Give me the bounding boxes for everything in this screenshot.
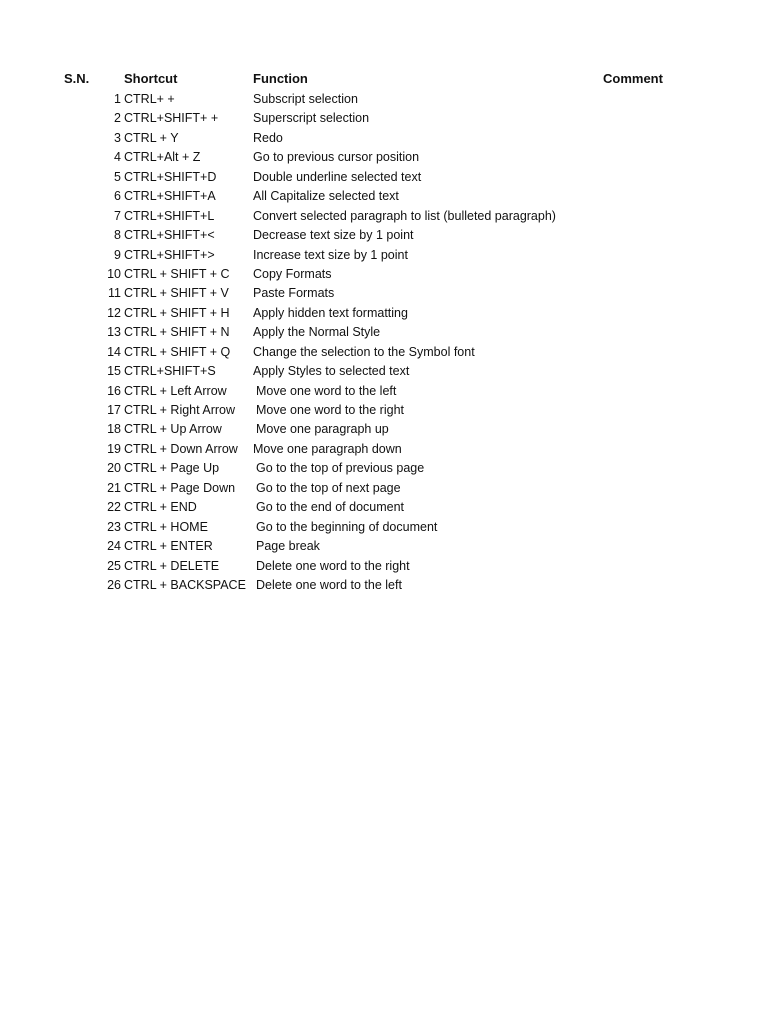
table-row xyxy=(0,518,768,537)
row-shortcut: CTRL+SHIFT+< xyxy=(124,228,215,243)
row-shortcut: CTRL + END xyxy=(124,500,197,515)
table-row xyxy=(0,246,768,265)
row-function: Move one word to the left xyxy=(256,383,397,398)
row-shortcut: CTRL + HOME xyxy=(124,519,208,534)
table-row xyxy=(0,90,768,109)
table-row xyxy=(0,226,768,245)
table-body xyxy=(0,90,768,595)
header-sn: S.N. xyxy=(64,71,90,86)
row-function: Page break xyxy=(256,539,320,554)
row-sn: 17 xyxy=(107,403,121,417)
row-shortcut: CTRL + Page Up xyxy=(124,461,220,476)
table-row xyxy=(0,537,768,556)
row-sn: 5 xyxy=(114,169,121,184)
table-row xyxy=(0,168,768,187)
row-sn: 26 xyxy=(107,577,121,592)
row-sn: 1 xyxy=(114,92,121,106)
table-row xyxy=(0,323,768,342)
row-sn: 25 xyxy=(107,558,121,573)
row-shortcut: CTRL + SHIFT + N xyxy=(124,325,230,340)
row-function: Paste Formats xyxy=(253,286,335,301)
table-row xyxy=(0,557,768,576)
table-row xyxy=(0,479,768,498)
table-row xyxy=(0,382,768,401)
row-function: All Capitalize selected text xyxy=(253,189,399,204)
row-sn: 13 xyxy=(107,325,121,340)
row-sn: 8 xyxy=(114,228,121,243)
row-sn: 23 xyxy=(107,519,121,534)
table-row xyxy=(0,498,768,517)
row-shortcut: CTRL+SHIFT+> xyxy=(124,247,215,262)
row-sn: 4 xyxy=(114,150,121,165)
row-function: Superscript selection xyxy=(253,111,370,126)
row-function: Go to the top of next page xyxy=(256,480,401,495)
table-row xyxy=(0,343,768,362)
row-shortcut: CTRL + BACKSPACE xyxy=(124,577,246,592)
row-function: Go to the top of previous page xyxy=(256,461,425,476)
row-function: Move one paragraph up xyxy=(256,422,389,437)
row-function: Delete one word to the left xyxy=(256,577,402,592)
row-shortcut: CTRL + SHIFT + Q xyxy=(124,344,231,359)
row-shortcut: CTRL + Up Arrow xyxy=(124,422,222,437)
row-sn: 16 xyxy=(107,383,121,398)
row-function: Decrease text size by 1 point xyxy=(253,228,414,243)
row-function: Double underline selected text xyxy=(253,169,422,184)
row-shortcut: CTRL+SHIFT+A xyxy=(124,189,216,204)
row-shortcut: CTRL+SHIFT+ + xyxy=(124,111,219,126)
row-sn: 19 xyxy=(107,441,121,456)
row-function: Move one word to the right xyxy=(256,403,404,417)
row-function: Go to the beginning of document xyxy=(256,519,438,534)
row-shortcut: CTRL+SHIFT+D xyxy=(124,169,217,184)
row-function: Change the selection to the Symbol font xyxy=(253,344,475,359)
table-row xyxy=(0,304,768,323)
row-shortcut: CTRL + Right Arrow xyxy=(124,403,236,417)
row-shortcut: CTRL + Y xyxy=(124,130,179,145)
row-sn: 18 xyxy=(107,422,121,437)
row-function: Increase text size by 1 point xyxy=(253,247,408,262)
table-row xyxy=(0,459,768,478)
row-sn: 9 xyxy=(114,247,121,262)
table-row xyxy=(0,576,768,595)
row-sn: 3 xyxy=(114,130,121,145)
table-row xyxy=(0,265,768,284)
row-function: Apply hidden text formatting xyxy=(253,305,408,320)
row-shortcut: CTRL+SHIFT+L xyxy=(124,208,215,223)
row-sn: 20 xyxy=(107,461,121,476)
header-function: Function xyxy=(253,71,308,86)
header-comment: Comment xyxy=(603,71,663,86)
row-sn: 2 xyxy=(114,111,121,126)
table-row xyxy=(0,207,768,226)
row-shortcut: CTRL + SHIFT + V xyxy=(124,286,229,301)
row-sn: 24 xyxy=(107,539,121,554)
row-shortcut: CTRL+SHIFT+S xyxy=(124,364,216,379)
row-shortcut: CTRL + Down Arrow xyxy=(124,441,238,456)
row-shortcut: CTRL + Page Down xyxy=(124,480,236,495)
row-function: Go to previous cursor position xyxy=(253,150,420,165)
header-shortcut: Shortcut xyxy=(124,71,178,86)
row-function: Subscript selection xyxy=(253,92,358,106)
table-row xyxy=(0,401,768,420)
row-function: Delete one word to the right xyxy=(256,558,410,573)
row-function: Move one paragraph down xyxy=(253,441,402,456)
table-header xyxy=(0,71,768,89)
row-function: Apply Styles to selected text xyxy=(253,364,410,379)
row-sn: 15 xyxy=(107,364,121,379)
row-shortcut: CTRL + DELETE xyxy=(124,558,220,573)
row-shortcut: CTRL + SHIFT + H xyxy=(124,305,230,320)
table-row xyxy=(0,109,768,128)
table-row xyxy=(0,284,768,303)
row-function: Copy Formats xyxy=(253,266,332,281)
table-row xyxy=(0,187,768,206)
row-sn: 22 xyxy=(107,500,121,515)
row-shortcut: CTRL + Left Arrow xyxy=(124,383,227,398)
row-sn: 11 xyxy=(108,286,121,301)
row-shortcut: CTRL+Alt + Z xyxy=(124,150,201,165)
table-row xyxy=(0,420,768,439)
table-row xyxy=(0,362,768,381)
row-shortcut: CTRL + SHIFT + C xyxy=(124,266,230,281)
row-sn: 6 xyxy=(114,189,121,204)
row-function: Convert selected paragraph to list (bulleted paragraph) xyxy=(253,208,556,223)
row-shortcut: CTRL+ + xyxy=(124,92,175,106)
row-function: Redo xyxy=(253,130,283,145)
table-row xyxy=(0,440,768,459)
row-sn: 12 xyxy=(107,305,121,320)
row-function: Apply the Normal Style xyxy=(253,325,381,340)
row-shortcut: CTRL + ENTER xyxy=(124,539,213,554)
table-row xyxy=(0,148,768,167)
row-sn: 14 xyxy=(107,344,121,359)
row-function: Go to the end of document xyxy=(256,500,405,515)
table-row xyxy=(0,129,768,148)
row-sn: 21 xyxy=(107,480,121,495)
row-sn: 10 xyxy=(107,266,121,281)
row-sn: 7 xyxy=(114,208,121,223)
